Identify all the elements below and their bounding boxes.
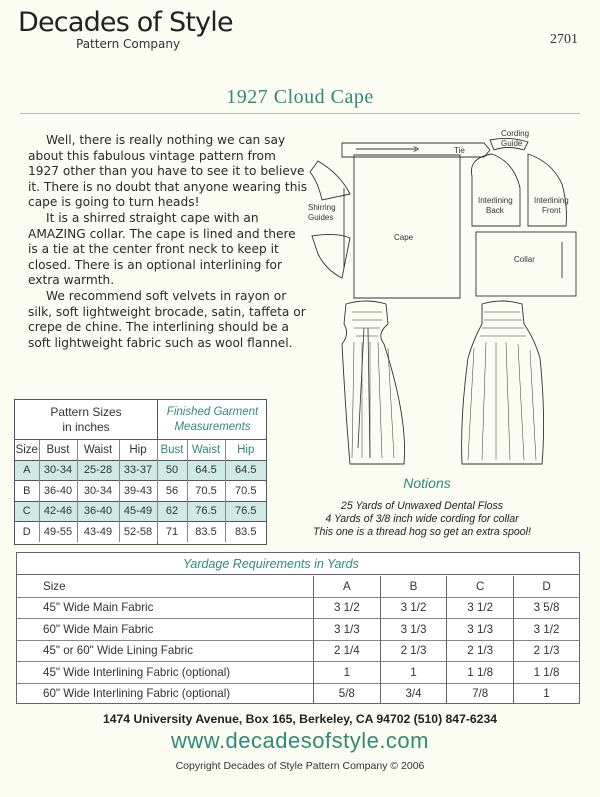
yardage-divider [17,574,579,575]
cell: 52-58 [119,522,157,542]
label-cording-guide: Cording [501,129,530,138]
brand-logo [18,8,233,50]
cell: 50 [157,460,187,481]
cell: 62 [157,501,187,522]
collar-piece [476,232,576,296]
copyright: Copyright Decades of Style Pattern Company © 2006 [175,760,425,772]
label-cording-guide-2: Guide [501,139,523,148]
cell: 76.5 [225,501,266,522]
cell: 3 1/2 [447,597,514,619]
col-size-label: Size [43,579,66,593]
table-row [15,522,266,542]
col-finished-waist: Waist [187,440,225,461]
interlining-back-piece [471,154,520,226]
label-collar: Collar [514,255,535,264]
cell: 7/8 [447,683,514,704]
description-paragraph: Well, there is really nothing we can say about this fabulous vintage pattern from 1927 other than you have to see it to believe it. There is no doubt that anyone wearing this cape is going to turn heads! [28,133,308,210]
cell: 39-43 [119,481,157,502]
cell: 1 1/8 [447,662,514,684]
cell: 64.5 [187,460,225,481]
table-row [17,683,579,704]
size-grid [15,439,266,542]
table-row [15,460,266,481]
table-row [17,576,579,597]
cell: 1 [380,662,447,684]
cell: 33-37 [119,460,157,481]
cell: 1 1/8 [514,662,579,684]
description-paragraph: It is a shirred straight cape with an AMAZING collar. The cape is lined and there is a tie at the center front neck to keep it closed. There is an optional interlining for extra warmth. [28,210,296,288]
size-table [14,399,267,545]
page-title: 1927 Cloud Cape [226,86,374,108]
cell: 76.5 [187,501,225,522]
fabric-label: 45" Wide Interlining Fabric (optional) [17,662,314,684]
table-row [17,662,579,684]
cell: C [15,501,39,522]
cell: 3 1/3 [380,619,447,641]
cell: 43-49 [77,522,119,542]
cell: 2 1/3 [447,640,514,662]
yardage-table [16,552,580,704]
finished-garment-title: Finished Garment [166,406,259,418]
yardage-grid [17,576,579,704]
cell: 3 1/2 [314,597,381,619]
measurements-title: Measurements [174,421,251,433]
brand-name: Decades of Style [18,7,233,38]
website-link[interactable]: www.decadesofstyle.com [171,728,429,753]
cell: 36-40 [77,501,119,522]
notions-heading: Notions [403,475,451,491]
cell: 2 1/4 [314,640,381,662]
col-d: D [514,576,579,597]
notion-item: This one is a thread hog so get an extra spool! [313,526,531,538]
table-row [17,597,579,619]
col-a: A [314,576,381,597]
cell: D [15,522,39,542]
pattern-diagram [296,128,586,478]
col-waist: Waist [77,440,119,461]
cell: 49-55 [39,522,77,542]
cell: 64.5 [225,460,266,481]
col-hip: Hip [119,440,157,461]
cell: 2 1/3 [380,640,447,662]
table-row [17,619,579,641]
table-row [15,501,266,522]
col-finished-hip: Hip [225,440,266,461]
cell: 71 [157,522,187,542]
cell: 3/4 [380,683,447,704]
pattern-sizes-unit: in inches [62,420,110,434]
cell: 3 1/2 [514,619,579,641]
cell: 3 1/3 [447,619,514,641]
cell: 2 1/3 [514,640,579,662]
finished-measurements-header [159,400,266,435]
cell: 42-46 [39,501,77,522]
cell: 83.5 [225,522,266,542]
brand-subtitle: Pattern Company [76,37,181,51]
yardage-heading: Yardage Requirements in Yards [183,557,359,571]
fabric-label: 45" Wide Main Fabric [17,597,314,619]
fabric-label: 45" or 60" Wide Lining Fabric [17,640,314,662]
cell: 5/8 [314,683,381,704]
cell: 25-28 [77,460,119,481]
cell: 70.5 [225,481,266,502]
label-cape: Cape [394,233,414,242]
cell: 70.5 [187,481,225,502]
cell: 36-40 [39,481,77,502]
col-bust: Bust [39,440,77,461]
label-tie: Tie [454,146,465,155]
col-b: B [380,576,447,597]
cell: 3 1/3 [314,619,381,641]
label-shirring-guides-2: Guides [308,213,334,222]
cell: 3 5/8 [514,597,579,619]
cell: A [15,460,39,481]
cell: 56 [157,481,187,502]
description-paragraph: We recommend soft velvets in rayon or silk, soft lightweight brocade, satin, taffeta or crepe de chine. The interlining should be a soft lightweight fabric such as wool flannel. [28,288,306,350]
col-c: C [447,576,514,597]
cell: 45-49 [119,501,157,522]
description [28,133,308,351]
cell: 30-34 [77,481,119,502]
cell: 1 [314,662,381,684]
notion-item: 4 Yards of 3/8 inch wide cording for collar [325,513,519,525]
label-interlining-back-2: Back [486,206,504,215]
pattern-sizes-header [15,400,157,435]
cell: 3 1/2 [380,597,447,619]
label-interlining-back: Interlining [478,196,513,205]
cape-piece [354,155,460,298]
notions-list [262,500,582,539]
cell: 83.5 [187,522,225,542]
col-size: Size [15,440,39,461]
cell: B [15,481,39,502]
cape-back-illustration [462,301,544,464]
interlining-front-piece [528,154,567,226]
fabric-label: 60" Wide Interlining Fabric (optional) [17,683,314,704]
notion-item: 25 Yards of Unwaxed Dental Floss [340,500,504,512]
table-row [15,440,266,461]
pattern-number: 2701 [550,32,578,47]
cell: 1 [514,683,579,704]
cell: 30-34 [39,460,77,481]
fabric-label: 60" Wide Main Fabric [17,619,314,641]
table-row [15,481,266,502]
table-row [17,640,579,662]
col-finished-bust: Bust [157,440,187,461]
label-interlining-front-2: Front [542,206,561,215]
cape-front-illustration [342,301,405,464]
pattern-sizes-title: Pattern Sizes [50,405,122,419]
label-interlining-front: Interlining [534,196,569,205]
title-divider [20,113,580,114]
company-address: 1474 University Avenue, Box 165, Berkeley, CA 94702 (510) 847-6234 [102,712,498,726]
label-shirring-guides: Shirring [308,203,336,212]
